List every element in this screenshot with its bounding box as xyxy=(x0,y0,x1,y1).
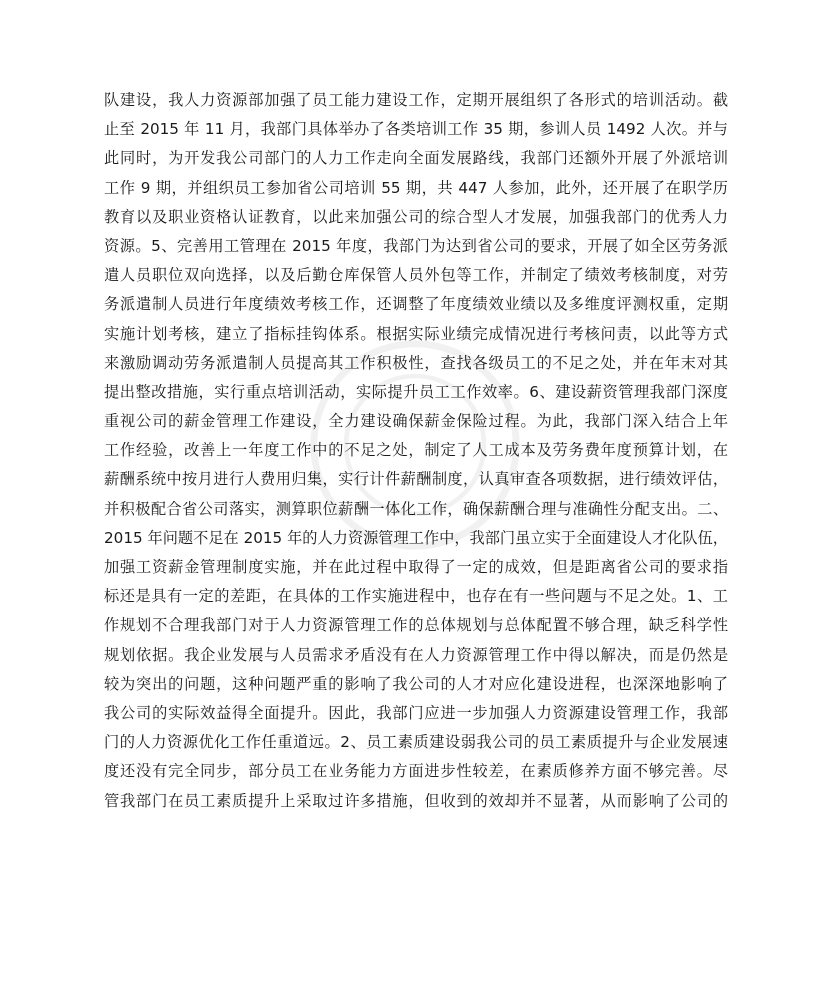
text-line: 务派遣制人员进行年度绩效考核工作，还调整了年度绩效业绩以及多维度评测权重，定期 xyxy=(104,295,728,314)
text-line: 实施计划考核，建立了指标挂钩体系。根据实际业绩完成情况进行考核问责，以此等方式 xyxy=(104,324,728,343)
text-line: 重视公司的薪金管理工作建设，全力建设确保薪金保险过程。为此，我部门深入结合上年 xyxy=(104,412,728,431)
text-line: 提出整改措施，实行重点培训活动，实际提升员工工作效率。6、建设薪资管理我部门深度 xyxy=(104,382,728,401)
text-line: 教育以及职业资格认证教育，以此来加强公司的综合型人才发展，加强我部门的优秀人力 xyxy=(104,207,728,226)
document-body xyxy=(104,86,728,816)
text-line: 遣人员职位双向选择，以及后勤仓库保管人员外包等工作，并制定了绩效考核制度，对劳 xyxy=(104,266,728,285)
text-line: 度还没有完全同步，部分员工在业务能力方面进步性较差，在素质修养方面不够完善。尽 xyxy=(104,762,728,781)
text-line: 薪酬系统中按月进行人费用归集，实行计件薪酬制度，认真审查各项数据，进行绩效评估， xyxy=(104,470,728,489)
text-line: 工作经验，改善上一年度工作中的不足之处，制定了人工成本及劳务费年度预算计划，在 xyxy=(104,441,728,460)
text-line: 较为突出的问题，这种问题严重的影响了我公司的人才对应化建设进程，也深深地影响了 xyxy=(104,674,728,693)
text-line: 并积极配合省公司落实，测算职位薪酬一体化工作，确保薪酬合理与准确性分配支出。二、 xyxy=(104,499,728,518)
text-line: 资源。5、完善用工管理在 2015 年度，我部门为达到省公司的要求，开展了如全区劳务派 xyxy=(104,236,728,255)
text-line: 2015 年问题不足在 2015 年的人力资源管理工作中，我部门虽立实于全面建设人才化队伍， xyxy=(104,528,728,547)
text-line: 加强工资薪金管理制度实施，并在此过程中取得了一定的成效，但是距离省公司的要求指 xyxy=(104,558,728,576)
text-line: 来激励调动劳务派遣制人员提高其工作积极性，查找各级员工的不足之处，并在年末对其 xyxy=(104,353,728,372)
text-line: 管我部门在员工素质提升上采取过许多措施，但收到的效却并不显著，从而影响了公司的 xyxy=(104,791,728,810)
text-line: 此同时，为开发我公司部门的人力工作走向全面发展路线，我部门还额外开展了外派培训 xyxy=(104,149,728,168)
text-line: 标还是具有一定的差距，在具体的工作实施进程中，也存在有一些问题与不足之处。1、工 xyxy=(104,587,728,606)
text-line: 止至 2015 年 11 月，我部门具体举办了各类培训工作 35 期，参训人员 1492 人次。并与 xyxy=(104,120,728,139)
text-line: 工作 9 期，并组织员工参加省公司培训 55 期，共 447 人参加，此外，还开展了在职学历 xyxy=(104,178,728,197)
text-line: 队建设，我人力资源部加强了员工能力建设工作，定期开展组织了各形式的培训活动。截 xyxy=(104,91,728,109)
text-line: 规划依据。我企业发展与人员需求矛盾没有在人力资源管理工作中得以解决，而是仍然是 xyxy=(104,645,728,664)
text-line: 我公司的实际效益得全面提升。因此，我部门应进一步加强人力资源建设管理工作，我部 xyxy=(104,703,728,722)
text-line: 门的人力资源优化工作任重道远。2、员工素质建设弱我公司的员工素质提升与企业发展速 xyxy=(104,733,728,752)
text-line: 作规划不合理我部门对于人力资源管理工作的总体规划与总体配置不够合理，缺乏科学性 xyxy=(104,616,728,635)
